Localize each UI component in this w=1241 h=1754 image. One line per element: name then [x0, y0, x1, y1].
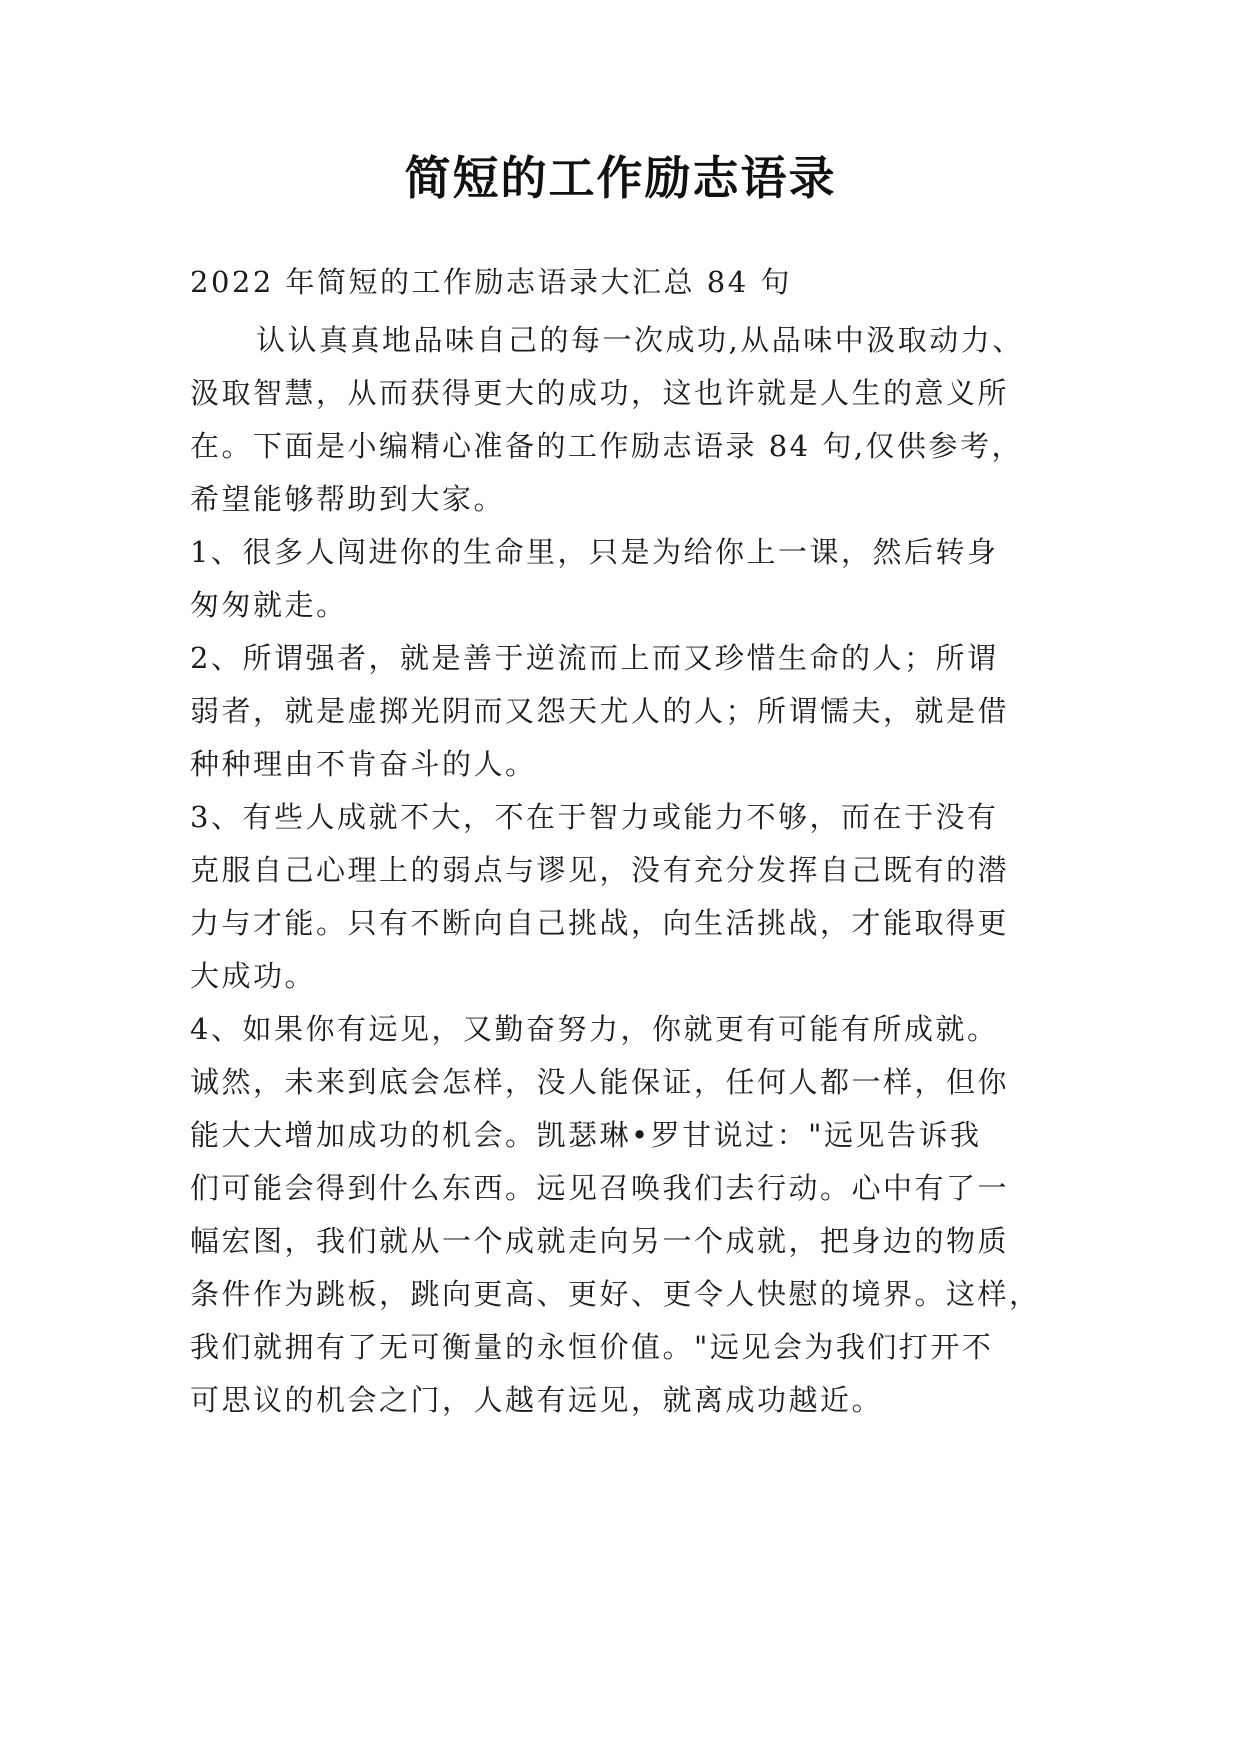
quote-line: 我们就拥有了无可衡量的永恒价值。"远见会为我们打开不: [190, 1330, 994, 1364]
intro-line: 认认真真地品味自己的每一次成功,从品味中汲取动力、: [256, 323, 1024, 357]
quote-line: 4、如果你有远见，又勤奋努力，你就更有可能有所成就。: [190, 1012, 999, 1046]
document-title: 简短的工作励志语录: [404, 151, 837, 205]
quote-line: 可思议的机会之门，人越有远见，就离成功越近。: [190, 1383, 884, 1417]
quote-line: 3、有些人成就不大，不在于智力或能力不够，而在于没有: [190, 800, 999, 834]
quote-line: 大成功。: [190, 959, 317, 993]
quote-line: 匆匆就走。: [190, 588, 348, 622]
quote-line: 能大大增加成功的机会。凯瑟琳•罗甘说过："远见告诉我: [190, 1118, 982, 1152]
quote-line: 弱者，就是虚掷光阴而又怨天尤人的人；所谓懦夫，就是借: [190, 694, 1010, 728]
document-subtitle: 2022 年简短的工作励志语录大汇总 84 句: [190, 265, 792, 299]
quote-line: 们可能会得到什么东西。远见召唤我们去行动。心中有了一: [190, 1171, 1010, 1205]
intro-line: 汲取智慧，从而获得更大的成功，这也许就是人生的意义所: [190, 376, 1010, 410]
intro-line: 在。下面是小编精心准备的工作励志语录 84 句,仅供参考，: [190, 429, 1024, 463]
quote-line: 1、很多人闯进你的生命里，只是为给你上一课，然后转身: [190, 535, 999, 569]
intro-line: 希望能够帮助到大家。: [190, 482, 506, 516]
quote-line: 2、所谓强者，就是善于逆流而上而又珍惜生命的人；所谓: [190, 641, 999, 675]
quote-line: 种种理由不肯奋斗的人。: [190, 747, 537, 781]
quote-line: 克服自己心理上的弱点与谬见，没有充分发挥自己既有的潜: [190, 853, 1010, 887]
quote-line: 力与才能。只有不断向自己挑战，向生活挑战，才能取得更: [190, 906, 1010, 940]
quote-line: 诚然，未来到底会怎样，没人能保证，任何人都一样，但你: [190, 1065, 1010, 1099]
quote-line: 条件作为跳板，跳向更高、更好、更令人快慰的境界。这样，: [190, 1277, 1041, 1311]
quote-line: 幅宏图，我们就从一个成就走向另一个成就，把身边的物质: [190, 1224, 1010, 1258]
